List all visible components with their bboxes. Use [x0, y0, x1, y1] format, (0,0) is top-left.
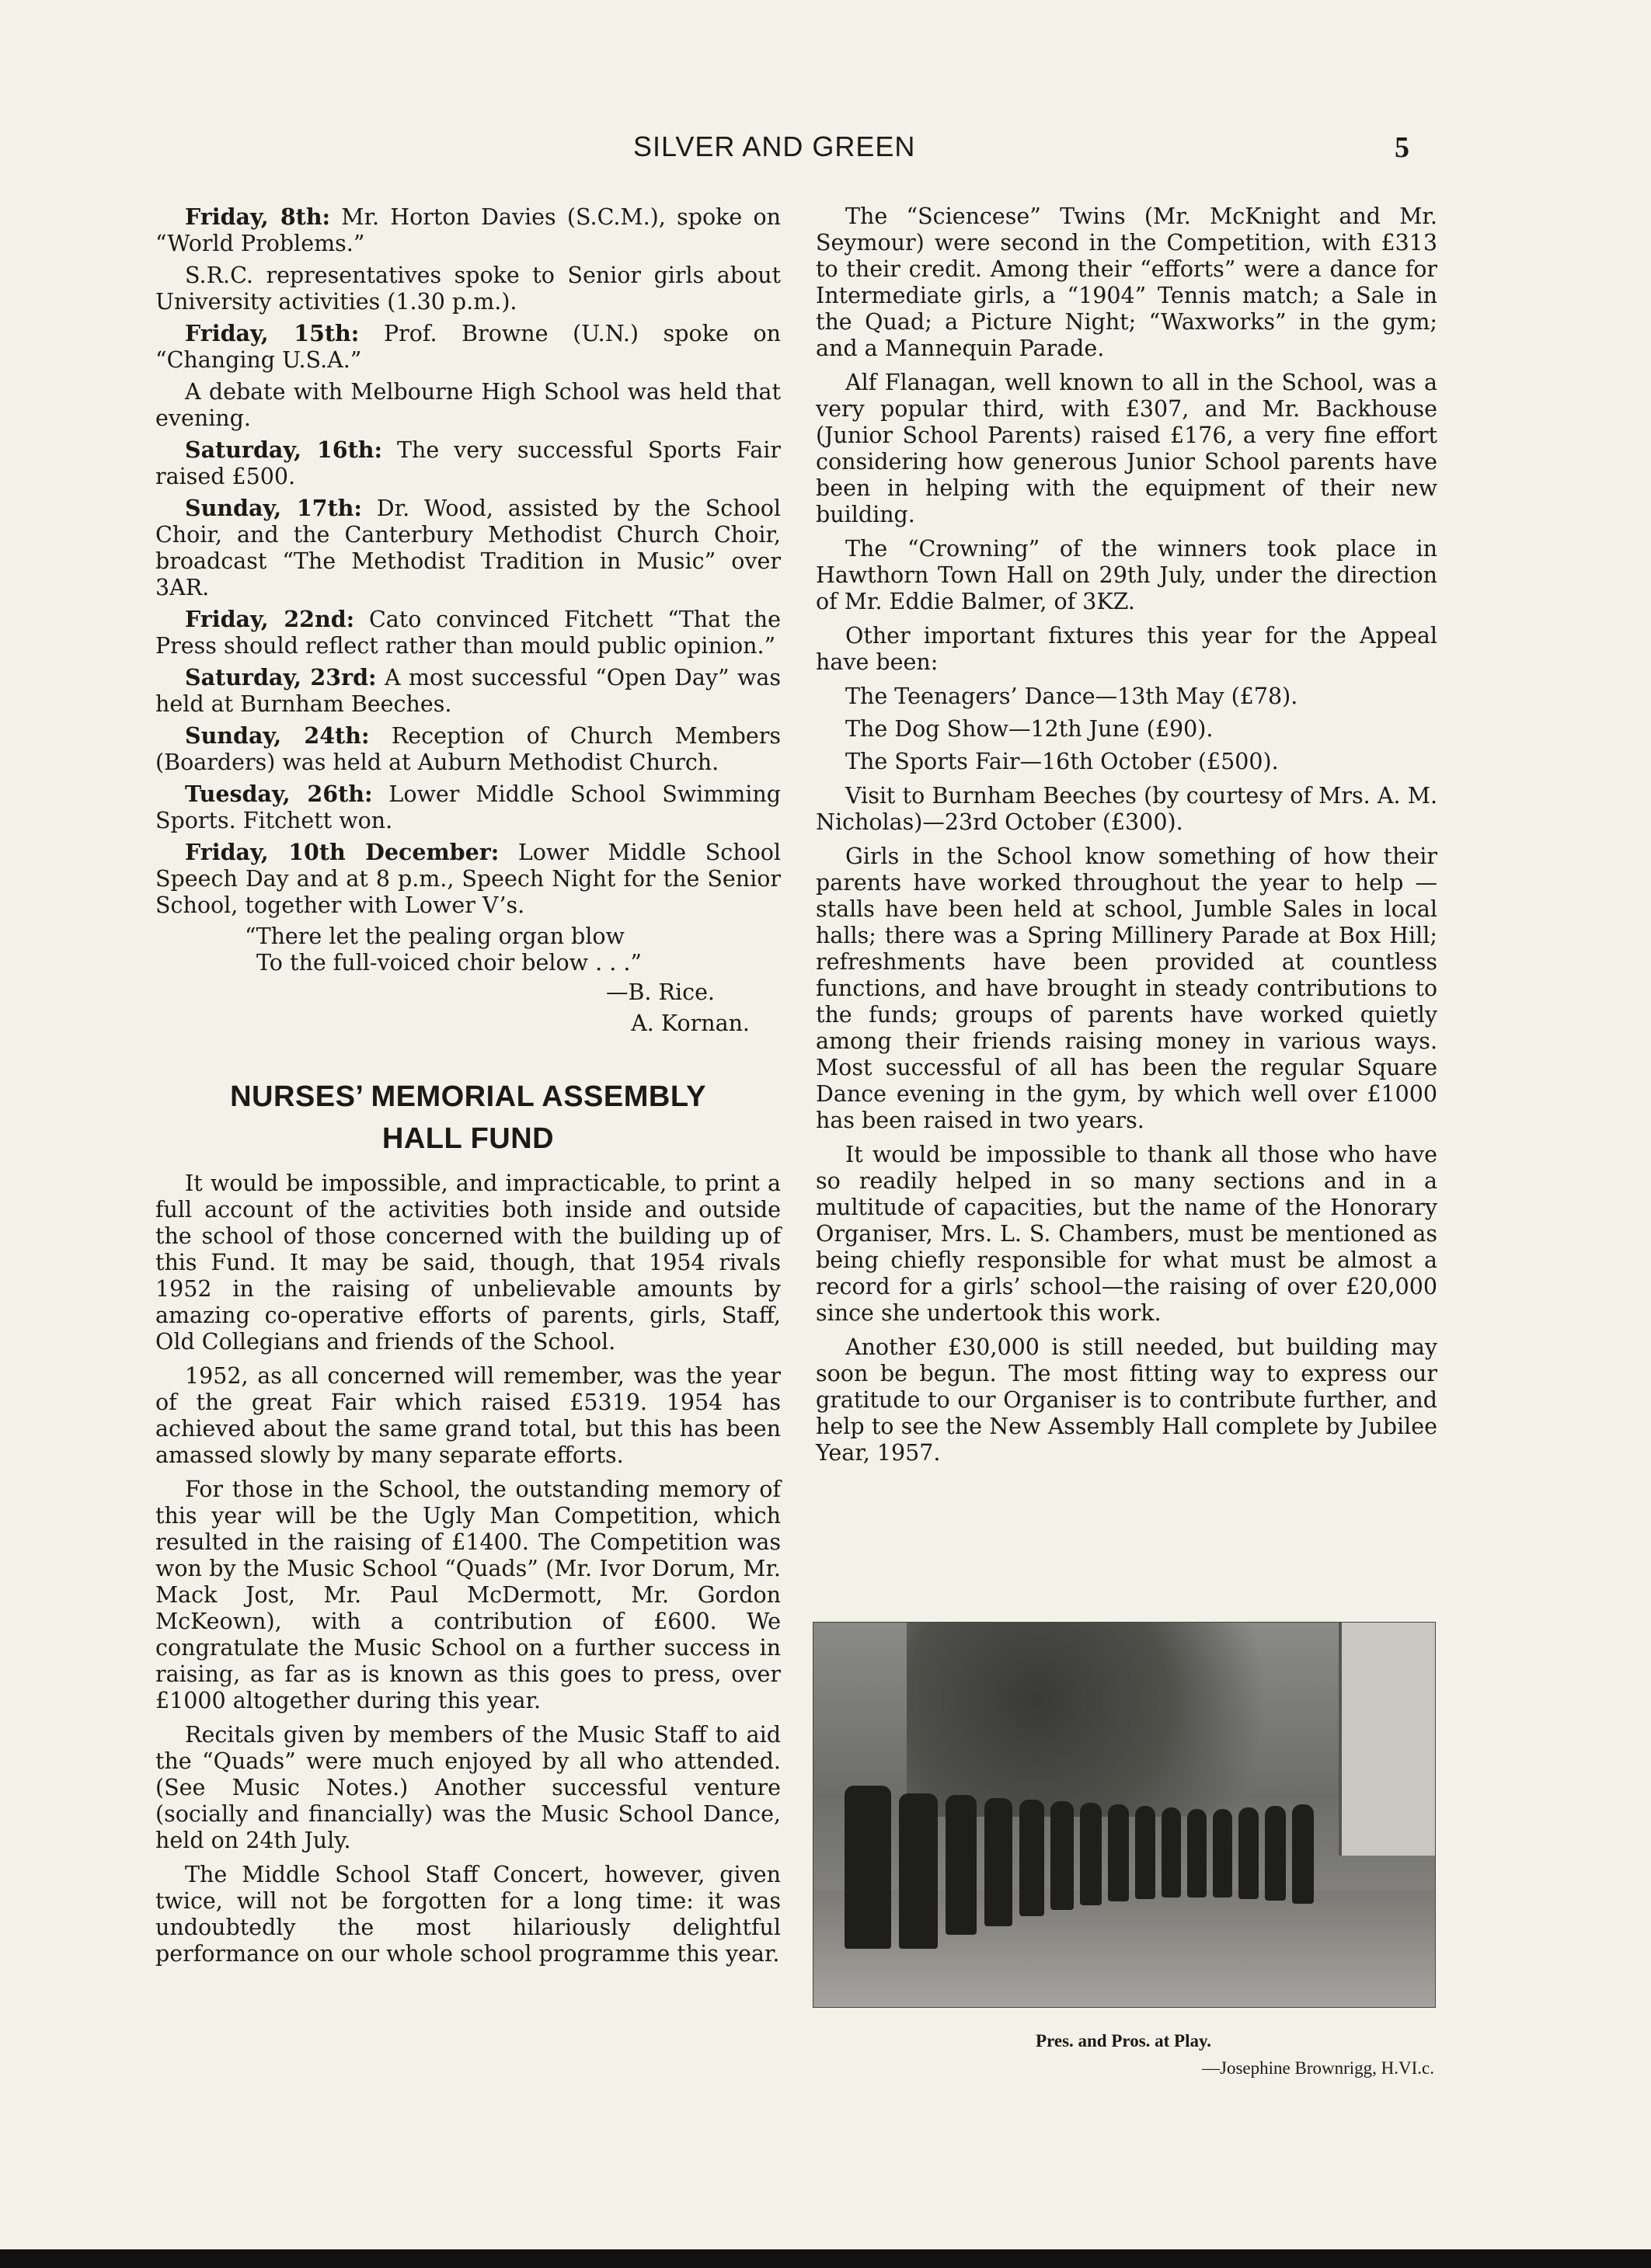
- list-item: The Teenagers’ Dance—13th May (£78).: [845, 684, 1298, 709]
- article-paragraph: The “Sciencese” Twins (Mr. McKnight and Mr. Seymour) were second in the Competition, with £313 to their credit. Among their “efforts” were a dance for Intermediate girls, a “1904” Tennis match; a Sale in the Quad; a Picture Night; “Waxworks” in the gym; and a Mannequin Parade.: [816, 203, 1437, 361]
- photo-figure: [1019, 1800, 1044, 1916]
- article-paragraph: Visit to Burnham Beeches (by courtesy of Mrs. A. M. Nicholas)—23rd October (£300).: [816, 783, 1437, 835]
- list-item: The Sports Fair—16th October (£500).: [845, 749, 1279, 774]
- diary-entry: Sunday, 17th: Dr. Wood, assisted by the School Choir, and the Canterbury Methodist Church Choir, broadcast “The Methodist Tradition in Music” over 3AR.: [155, 495, 781, 600]
- author-signature: A. Kornan.: [631, 1011, 750, 1036]
- diary-entry: Friday, 22nd: Cato convinced Fitchett “That the Press should reflect rather than mould public opinion.”: [155, 606, 781, 659]
- diary-entry: A debate with Melbourne High School was held that evening.: [155, 379, 781, 431]
- section-heading: NURSES’ MEMORIAL ASSEMBLY HALL FUND: [230, 1080, 706, 1155]
- photo-caption: Pres. and Pros. at Play.: [1036, 2031, 1211, 2051]
- photo-figure: [1108, 1804, 1129, 1901]
- article-paragraph: Girls in the School know something of how their parents have worked throughout the year to help —stalls have been held at school, Jumble Sales in local halls; there was a Spring Millinery Parade at Box Hill; refreshments have been provided at countless functions, and have brought in steady contributions to the funds; groups of parents have worked quietly among their friends raising money in various ways. Most successful of all has been the regular Square Dance evening in the gym, by which well over £1000 has been raised in two years.: [816, 844, 1437, 1133]
- photo-figure: [984, 1798, 1012, 1926]
- article-paragraph: Recitals given by members of the Music Staff to aid the “Quads” were much enjoyed by all who attended. (See Music Notes.) Another successful venture (socially and financially) was the Music School Dance, held on 24th July.: [155, 1722, 781, 1853]
- photo-figures: [845, 1786, 1388, 1957]
- article-paragraph: For those in the School, the outstanding memory of this year will be the Ugly Man Competition, which resulted in the raising of £1400. The Competition was won by the Music School “Quads” (Mr. Ivor Dorum, Mr. Mack Jost, Mr. Paul McDermott, Mr. Gordon McKeown), with a contribution of £600. We congratulate the Music School on a further success in raising, as far as is known as this goes to press, over £1000 altogether during this year.: [155, 1477, 781, 1713]
- diary-entry: Tuesday, 26th: Lower Middle School Swimming Sports. Fitchett won.: [155, 781, 781, 833]
- photo-figure: [899, 1793, 938, 1949]
- article-paragraph: The “Crowning” of the winners took place in Hawthorn Town Hall on 29th July, under the direction of Mr. Eddie Balmer, of 3KZ.: [816, 536, 1437, 614]
- photo-figure: [1292, 1804, 1314, 1904]
- article-paragraph: Another £30,000 is still needed, but building may soon be begun. The most fitting way to express our gratitude to our Organiser is to contribute further, and help to see the New Assembly Hall complete by Jubilee Year, 1957.: [816, 1334, 1437, 1466]
- photo-credit: —Josephine Brownrigg, H.VI.c.: [1202, 2058, 1434, 2078]
- photo-figure: [845, 1786, 891, 1949]
- photo-figure: [1187, 1809, 1207, 1898]
- photograph-dancing-girls: [813, 1622, 1436, 2008]
- diary-entry: S.R.C. representatives spoke to Senior girls about University activities (1.30 p.m.).: [155, 263, 781, 315]
- photo-figure: [1162, 1807, 1181, 1898]
- author-signature: —B. Rice.: [605, 979, 715, 1005]
- article-paragraph: Other important fixtures this year for the Appeal have been:: [816, 623, 1437, 675]
- fixtures-list: [816, 684, 1437, 775]
- running-header: [0, 130, 1651, 169]
- photo-figure: [1265, 1806, 1286, 1901]
- diary-entry: Sunday, 24th: Reception of Church Members (Boarders) was held at Auburn Methodist Church.: [155, 722, 781, 775]
- article-paragraph: 1952, as all concerned will remember, was the year of the great Fair which raised £5319. 1954 has achieved about the same grand total, but this has been amassed slowly by many separate efforts.: [155, 1363, 781, 1468]
- photo-figure: [1213, 1809, 1232, 1898]
- right-column: [816, 203, 1437, 1474]
- photo-figure: [1080, 1803, 1102, 1905]
- diary-entry: Saturday, 23rd: A most successful “Open Day” was held at Burnham Beeches.: [155, 664, 781, 717]
- list-item: The Dog Show—12th June (£90).: [845, 716, 1214, 742]
- diary-entry: Friday, 15th: Prof. Browne (U.N.) spoke on “Changing U.S.A.”: [155, 320, 781, 373]
- page-title: SILVER AND GREEN: [633, 130, 916, 162]
- page-number: 5: [1395, 131, 1409, 164]
- scan-edge-bar: [0, 2249, 1651, 2268]
- article-paragraph: The Middle School Staff Concert, however, given twice, will not be forgotten for a long time: it was undoubtedly the most hilariously delightful performance on our whole school programme this year.: [155, 1862, 781, 1967]
- photo-figure: [1238, 1807, 1259, 1899]
- verse-line: “There let the pealing organ blow: [245, 924, 625, 949]
- article-paragraph: Alf Flanagan, well known to all in the School, was a very popular third, with £307, and Mr. Backhouse (Junior School Parents) raised £176, a very fine effort considering how generous Junior School parents have been in helping with the equipment of their new building.: [816, 370, 1437, 527]
- photo-figure: [946, 1795, 977, 1935]
- article-paragraph: It would be impossible to thank all those who have so readily helped in so many sections and in a multitude of capacities, but the name of the Honorary Organiser, Mrs. L. S. Chambers, must be mentioned as being chiefly responsible for what must be almost a record for a girls’ school—the raising of over £20,000 since she undertook this work.: [816, 1142, 1437, 1326]
- diary-entry: Saturday, 16th: The very successful Sports Fair raised £500.: [155, 437, 781, 489]
- diary-entry: Friday, 8th: Mr. Horton Davies (S.C.M.), spoke on “World Problems.”: [155, 203, 781, 256]
- verse-line: To the full-voiced choir below . . .”: [256, 950, 642, 976]
- photo-figure: [1050, 1801, 1074, 1910]
- article-paragraph: It would be impossible, and impracticable, to print a full account of the activities both inside and outside the school of those concerned with the building up of this Fund. It may be said, though, that 1954 rivals 1952 in the raising of unbelievable amounts by amazing co-operative efforts of parents, girls, Staff, Old Collegians and friends of the School.: [155, 1171, 781, 1355]
- diary-entry: Friday, 10th December: Lower Middle School Speech Day and at 8 p.m., Speech Night for the Senior School, together with Lower V’s.: [155, 839, 782, 918]
- photo-figure: [1135, 1806, 1155, 1899]
- left-column: [155, 203, 781, 1975]
